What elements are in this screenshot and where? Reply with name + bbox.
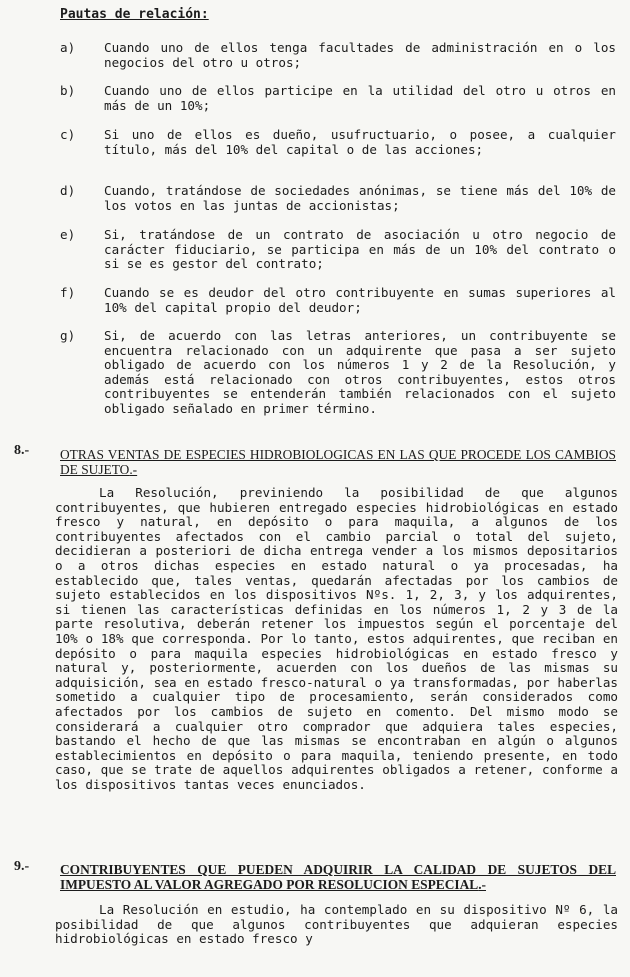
item-label: f) — [60, 285, 76, 300]
section-title-text: CONTRIBUYENTES QUE PUEDEN ADQUIRIR LA CALIDAD DE SUJETOS DEL IMPUESTO AL VALOR AGREGADO POR RESOLUCION ESPECIAL — [60, 862, 616, 892]
list-item — [60, 286, 616, 315]
section-heading: Pautas de relación: — [60, 7, 209, 22]
list-item — [60, 184, 616, 213]
section-title-suffix: .- — [478, 877, 486, 892]
section-title-text: OTRAS VENTAS DE ESPECIES HIDROBIOLOGICAS EN LAS QUE PROCEDE LOS CAMBIOS DE SUJETO — [60, 447, 616, 477]
list-item — [60, 329, 616, 417]
item-text: Cuando, tratándose de sociedades anónimas, se tiene más del 10% de los votos en las juntas de accionistas; — [104, 183, 616, 213]
section-number: 8.- — [14, 443, 30, 458]
item-label: c) — [60, 127, 76, 142]
item-text: Si uno de ellos es dueño, usufructuario, o posee, a cualquier título, más del 10% del capital o de las acciones; — [104, 127, 616, 157]
list-item — [60, 41, 616, 70]
item-text: Cuando se es deudor del otro contribuyente en sumas superiores al 10% del capital propio del deudor; — [104, 285, 616, 315]
section-title — [60, 862, 616, 892]
section-paragraph: La Resolución en estudio, ha contemplado en su dispositivo Nº 6, la posibilidad de que algunos contribuyentes que adquieran especies hidrobiológicas en estado fresco y — [55, 902, 618, 947]
item-label: g) — [60, 328, 76, 343]
item-text: Cuando uno de ellos tenga facultades de administración en o los negocios del otro u otros; — [104, 40, 616, 70]
section-title-suffix: .- — [129, 462, 138, 477]
item-text: Cuando uno de ellos participe en la utilidad del otro u otros en más de un 10%; — [104, 83, 616, 113]
item-label: b) — [60, 83, 76, 98]
item-label: a) — [60, 40, 76, 55]
item-label: d) — [60, 183, 76, 198]
list-item — [60, 128, 616, 157]
list-item — [60, 228, 616, 272]
list-item — [60, 84, 616, 113]
item-label: e) — [60, 227, 76, 242]
section-paragraph: La Resolución, previniendo la posibilidad de que algunos contribuyentes, que hubieren entregado especies hidrobiológicas en estado fresco y natural, en depósito o para maquila, a algunos de los contribuyentes afectados con el cambio parcial o total del sujeto, decidieran a posteriori de dicha entrega vender a los mismos depositarios o a otros dichas especies en estado natural o ya procesadas, ha establecido que, tales ventas, quedarán afectadas por los cambios de sujeto establecidos en los dispositivos Nºs. 1, 2, 3, y los adquirentes, si tienen las características definidas en los números 1, 2 y 3 de la parte resolutiva, deberán retener los impuestos según el porcentaje del 10% o 18% que corresponda. Por lo tanto, estos adquirentes, que reciban en depósito o para maquila especies hidrobiológicas en estado fresco y natural y, posteriormente, acuerden con los dueños de las mismas su adquisición, sea en estado fresco-natural o ya transformadas, por haberlas sometido a cualquier tipo de procesamiento, serán considerados como afectados por los cambios de sujeto en comento. Del mismo modo se considerará a cualquier otro comprador que adquiera tales especies, bastando el hecho de que las mismas se encontraban en algún o algunos establecimientos en depósito o para maquila, teniendo presente, en todo caso, que se trate de aquellos adquirentes obligados a retener, conforme a los dispositivos tantas veces enunciados. — [55, 485, 618, 792]
section-number: 9.- — [14, 859, 30, 874]
item-text: Si, tratándose de un contrato de asociación u otro negocio de carácter fiduciario, se participa en más de un 10% del contrato o si se es gestor del contrato; — [104, 227, 616, 272]
section-title — [60, 447, 616, 477]
item-text: Si, de acuerdo con las letras anteriores, un contribuyente se encuentra relacionado con un adquirente que pasa a ser sujeto obligado de acuerdo con los números 1 y 2 de la Resolución, y además está relacionado con otros contribuyentes, estos otros contribuyentes se entenderán también relacionados con el sujeto obligado señalado en primer término. — [104, 328, 616, 416]
